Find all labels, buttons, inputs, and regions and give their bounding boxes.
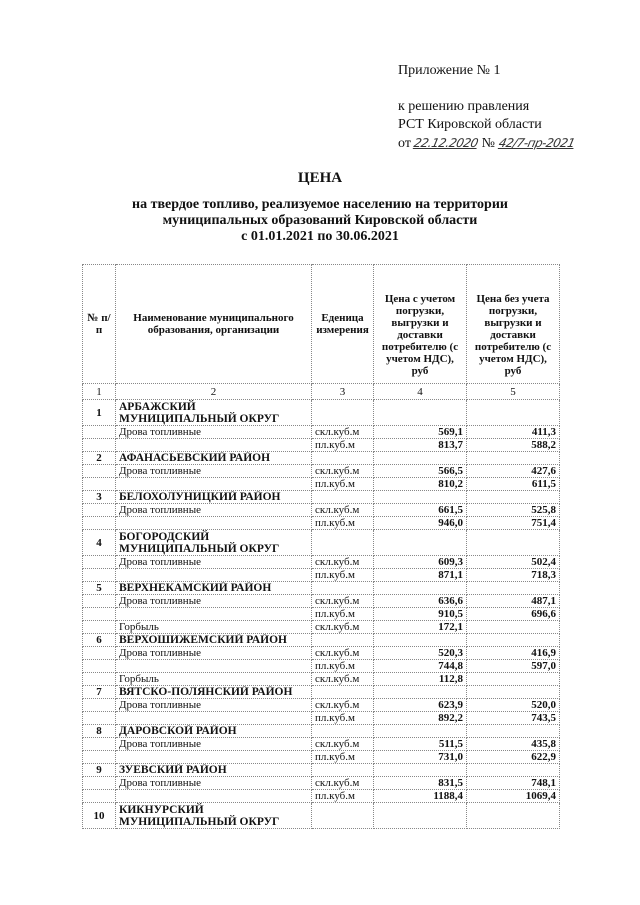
document-title: [0, 170, 640, 245]
header-price-with-delivery: Цена с учетом погрузки, выгрузки и доставки потребителю (с учетом НДС), руб: [374, 265, 467, 384]
price-without-delivery: 743,5: [467, 712, 560, 725]
price-without-delivery: 520,0: [467, 699, 560, 712]
table-row: [83, 660, 560, 673]
fuel-type: Дрова топливные: [116, 426, 312, 439]
price-without-delivery: 411,3: [467, 426, 560, 439]
date-prefix: от: [398, 136, 411, 151]
unit-of-measure: скл.куб.м: [312, 621, 374, 634]
table-row: [83, 556, 560, 569]
fuel-type: [116, 790, 312, 803]
district-price-empty: [374, 530, 467, 556]
appendix-authority: РСТ Кировской области: [398, 117, 542, 132]
title-main: ЦЕНА: [297, 170, 343, 186]
district-name: КИКНУРСКИЙ МУНИЦИПАЛЬНЫЙ ОКРУГ: [116, 803, 312, 829]
empty-cell: [83, 595, 116, 608]
district-row: [83, 400, 560, 426]
district-unit-empty: [312, 686, 374, 699]
empty-cell: [83, 712, 116, 725]
price-with-delivery: 661,5: [374, 504, 467, 517]
price-with-delivery: 946,0: [374, 517, 467, 530]
empty-cell: [83, 517, 116, 530]
unit-of-measure: пл.куб.м: [312, 751, 374, 764]
table-row: [83, 751, 560, 764]
empty-cell: [83, 790, 116, 803]
price-without-delivery: 751,4: [467, 517, 560, 530]
price-without-delivery: 696,6: [467, 608, 560, 621]
price-with-delivery: 1188,4: [374, 790, 467, 803]
district-unit-empty: [312, 764, 374, 777]
district-price-empty: [467, 634, 560, 647]
handwritten-number: 42/7-пр-2021: [497, 136, 576, 150]
empty-cell: [83, 777, 116, 790]
district-number: 2: [83, 452, 116, 465]
col-number-2: 2: [116, 384, 312, 400]
title-line-2: муниципальных образований Кировской области: [162, 213, 478, 228]
district-unit-empty: [312, 634, 374, 647]
fuel-type: [116, 517, 312, 530]
price-without-delivery: 487,1: [467, 595, 560, 608]
price-with-delivery: 831,5: [374, 777, 467, 790]
district-name: БЕЛОХОЛУНИЦКИЙ РАЙОН: [116, 491, 312, 504]
district-number: 7: [83, 686, 116, 699]
table-row: [83, 790, 560, 803]
district-row: [83, 634, 560, 647]
unit-of-measure: пл.куб.м: [312, 608, 374, 621]
district-row: [83, 764, 560, 777]
district-price-empty: [374, 400, 467, 426]
unit-of-measure: скл.куб.м: [312, 647, 374, 660]
price-with-delivery: 520,3: [374, 647, 467, 660]
price-with-delivery: 731,0: [374, 751, 467, 764]
district-row: [83, 491, 560, 504]
empty-cell: [83, 608, 116, 621]
appendix-block: [398, 62, 574, 153]
empty-cell: [83, 556, 116, 569]
district-number: 1: [83, 400, 116, 426]
price-without-delivery: [467, 621, 560, 634]
empty-cell: [83, 647, 116, 660]
district-unit-empty: [312, 803, 374, 829]
table-row: [83, 465, 560, 478]
district-number: 4: [83, 530, 116, 556]
price-with-delivery: 910,5: [374, 608, 467, 621]
district-unit-empty: [312, 400, 374, 426]
district-unit-empty: [312, 452, 374, 465]
price-with-delivery: 172,1: [374, 621, 467, 634]
table-row: [83, 504, 560, 517]
unit-of-measure: скл.куб.м: [312, 777, 374, 790]
district-number: 5: [83, 582, 116, 595]
empty-cell: [83, 465, 116, 478]
handwritten-date: 22.12.2020: [412, 136, 480, 150]
col-number-4: 4: [374, 384, 467, 400]
price-with-delivery: 112,8: [374, 673, 467, 686]
district-name: БОГОРОДСКИЙ МУНИЦИПАЛЬНЫЙ ОКРУГ: [116, 530, 312, 556]
fuel-type: [116, 439, 312, 452]
district-name: ВЕРХОШИЖЕМСКИЙ РАЙОН: [116, 634, 312, 647]
district-number: 8: [83, 725, 116, 738]
unit-of-measure: пл.куб.м: [312, 517, 374, 530]
table-row: [83, 439, 560, 452]
unit-of-measure: пл.куб.м: [312, 478, 374, 491]
district-price-empty: [374, 725, 467, 738]
unit-of-measure: пл.куб.м: [312, 439, 374, 452]
fuel-type: [116, 712, 312, 725]
district-unit-empty: [312, 725, 374, 738]
header-unit: Еденица измерения: [312, 265, 374, 384]
price-without-delivery: [467, 673, 560, 686]
fuel-type: Дрова топливные: [116, 556, 312, 569]
empty-cell: [83, 751, 116, 764]
district-price-empty: [467, 764, 560, 777]
price-with-delivery: 871,1: [374, 569, 467, 582]
fuel-type: Горбыль: [116, 673, 312, 686]
district-row: [83, 452, 560, 465]
appendix-decision: к решению правления: [398, 99, 530, 114]
price-with-delivery: 810,2: [374, 478, 467, 491]
fuel-type: Дрова топливные: [116, 595, 312, 608]
fuel-type: [116, 660, 312, 673]
price-without-delivery: 588,2: [467, 439, 560, 452]
unit-of-measure: пл.куб.м: [312, 569, 374, 582]
unit-of-measure: скл.куб.м: [312, 595, 374, 608]
district-name: ЗУЕВСКИЙ РАЙОН: [116, 764, 312, 777]
price-with-delivery: 623,9: [374, 699, 467, 712]
table-row: [83, 426, 560, 439]
district-price-empty: [374, 803, 467, 829]
price-with-delivery: 566,5: [374, 465, 467, 478]
district-number: 9: [83, 764, 116, 777]
district-price-empty: [467, 400, 560, 426]
header-name: Наименование муниципального образования, организации: [116, 265, 312, 384]
col-number-5: 5: [467, 384, 560, 400]
district-price-empty: [374, 452, 467, 465]
table-body: [83, 400, 560, 829]
district-name: ДАРОВСКОЙ РАЙОН: [116, 725, 312, 738]
district-name: ВЕРХНЕКАМСКИЙ РАЙОН: [116, 582, 312, 595]
district-price-empty: [374, 764, 467, 777]
table-row: [83, 569, 560, 582]
district-price-empty: [467, 725, 560, 738]
table-row: [83, 712, 560, 725]
district-price-empty: [467, 582, 560, 595]
district-price-empty: [374, 686, 467, 699]
fuel-type: Дрова топливные: [116, 699, 312, 712]
appendix-title: Приложение № 1: [398, 63, 501, 78]
table-row: [83, 647, 560, 660]
district-number: 10: [83, 803, 116, 829]
district-unit-empty: [312, 582, 374, 595]
district-price-empty: [467, 452, 560, 465]
district-price-empty: [374, 582, 467, 595]
price-with-delivery: 569,1: [374, 426, 467, 439]
price-without-delivery: 427,6: [467, 465, 560, 478]
header-no: № п/п: [83, 265, 116, 384]
header-price-without-delivery: Цена без учета погрузки, выгрузки и доставки потребителю (с учетом НДС), руб: [467, 265, 560, 384]
fuel-type: Дрова топливные: [116, 504, 312, 517]
fuel-type: [116, 751, 312, 764]
number-prefix: №: [481, 136, 496, 151]
empty-cell: [83, 439, 116, 452]
table-row: [83, 777, 560, 790]
empty-cell: [83, 569, 116, 582]
price-without-delivery: 502,4: [467, 556, 560, 569]
price-without-delivery: 748,1: [467, 777, 560, 790]
price-without-delivery: 525,8: [467, 504, 560, 517]
unit-of-measure: скл.куб.м: [312, 504, 374, 517]
district-number: 3: [83, 491, 116, 504]
district-unit-empty: [312, 491, 374, 504]
unit-of-measure: пл.куб.м: [312, 660, 374, 673]
price-without-delivery: 1069,4: [467, 790, 560, 803]
unit-of-measure: скл.куб.м: [312, 426, 374, 439]
fuel-type: [116, 478, 312, 491]
district-price-empty: [467, 530, 560, 556]
fuel-type: [116, 569, 312, 582]
district-price-empty: [467, 686, 560, 699]
price-with-delivery: 744,8: [374, 660, 467, 673]
price-table: [82, 264, 560, 829]
price-with-delivery: 813,7: [374, 439, 467, 452]
district-price-empty: [374, 491, 467, 504]
table-row: [83, 608, 560, 621]
district-unit-empty: [312, 530, 374, 556]
title-line-3: с 01.01.2021 по 30.06.2021: [241, 229, 399, 244]
empty-cell: [83, 673, 116, 686]
unit-of-measure: пл.куб.м: [312, 712, 374, 725]
table-row: [83, 738, 560, 751]
price-without-delivery: 718,3: [467, 569, 560, 582]
district-price-empty: [467, 491, 560, 504]
district-name: ВЯТСКО-ПОЛЯНСКИЙ РАЙОН: [116, 686, 312, 699]
unit-of-measure: скл.куб.м: [312, 465, 374, 478]
district-name: АРБАЖСКИЙ МУНИЦИПАЛЬНЫЙ ОКРУГ: [116, 400, 312, 426]
unit-of-measure: пл.куб.м: [312, 790, 374, 803]
empty-cell: [83, 478, 116, 491]
district-row: [83, 582, 560, 595]
title-line-1: на твердое топливо, реализуемое населению на территории: [132, 197, 508, 212]
district-price-empty: [374, 634, 467, 647]
price-with-delivery: 636,6: [374, 595, 467, 608]
table-row: [83, 478, 560, 491]
fuel-type: Горбыль: [116, 621, 312, 634]
district-name: АФАНАСЬЕВСКИЙ РАЙОН: [116, 452, 312, 465]
unit-of-measure: скл.куб.м: [312, 673, 374, 686]
district-price-empty: [467, 803, 560, 829]
fuel-type: Дрова топливные: [116, 738, 312, 751]
fuel-type: Дрова топливные: [116, 465, 312, 478]
appendix-date-line: [398, 134, 574, 153]
col-number-3: 3: [312, 384, 374, 400]
empty-cell: [83, 426, 116, 439]
fuel-type: [116, 608, 312, 621]
district-row: [83, 803, 560, 829]
table-row: [83, 595, 560, 608]
col-number-1: 1: [83, 384, 116, 400]
table-row: [83, 517, 560, 530]
price-without-delivery: 597,0: [467, 660, 560, 673]
price-without-delivery: 611,5: [467, 478, 560, 491]
empty-cell: [83, 660, 116, 673]
unit-of-measure: скл.куб.м: [312, 556, 374, 569]
price-without-delivery: 435,8: [467, 738, 560, 751]
price-with-delivery: 892,2: [374, 712, 467, 725]
empty-cell: [83, 738, 116, 751]
table-row: [83, 673, 560, 686]
unit-of-measure: скл.куб.м: [312, 738, 374, 751]
district-row: [83, 530, 560, 556]
unit-of-measure: скл.куб.м: [312, 699, 374, 712]
empty-cell: [83, 621, 116, 634]
empty-cell: [83, 699, 116, 712]
table-row: [83, 621, 560, 634]
price-with-delivery: 511,5: [374, 738, 467, 751]
price-without-delivery: 416,9: [467, 647, 560, 660]
fuel-type: Дрова топливные: [116, 777, 312, 790]
district-row: [83, 686, 560, 699]
fuel-type: Дрова топливные: [116, 647, 312, 660]
table-row: [83, 699, 560, 712]
empty-cell: [83, 504, 116, 517]
price-without-delivery: 622,9: [467, 751, 560, 764]
district-row: [83, 725, 560, 738]
district-number: 6: [83, 634, 116, 647]
price-with-delivery: 609,3: [374, 556, 467, 569]
